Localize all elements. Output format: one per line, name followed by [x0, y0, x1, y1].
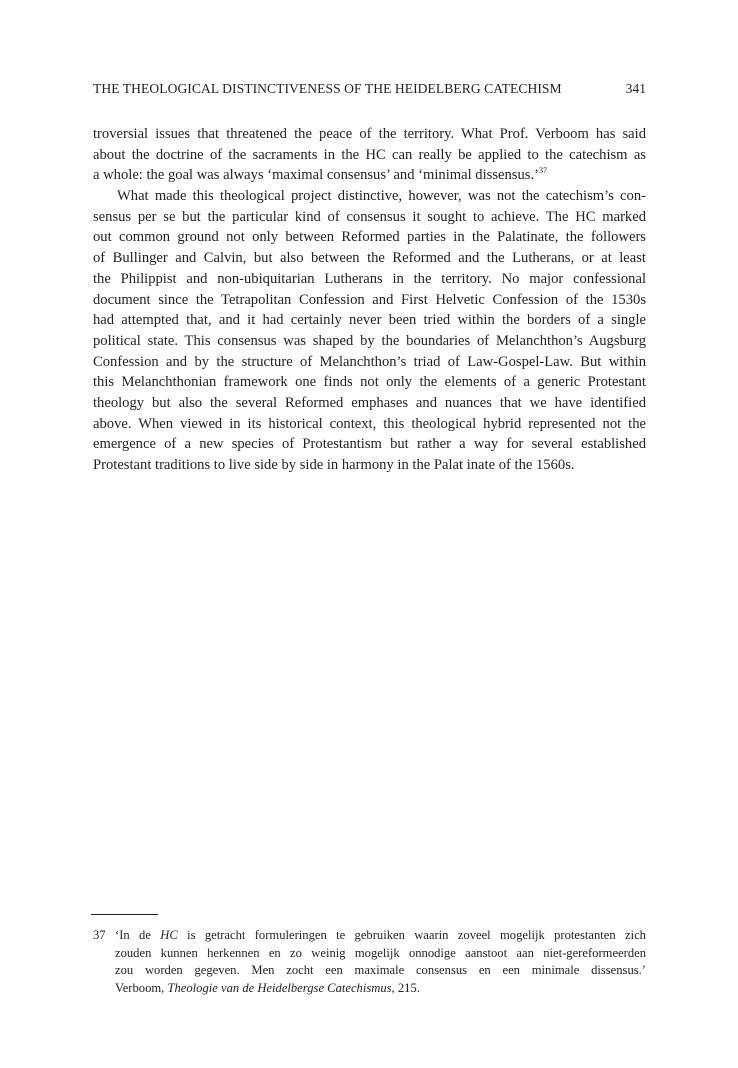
footnote-text-run: ‘In de: [115, 928, 161, 942]
text-line: Confession and by the structure of Melanchthon’s triad of Law-Gospel-Law. But within: [93, 353, 646, 370]
text-line: above. When viewed in its historical context, this theological hybrid represented not the: [93, 415, 646, 432]
body-text: [93, 124, 646, 476]
text-line: out common ground not only between Reformed parties in the Palatinate, the followers: [93, 229, 646, 246]
text-line: the Philippist and non-ubiquitarian Lutherans in the territory. No major confessional: [93, 270, 646, 287]
text-line: Protestant traditions to live side by side in harmony in the Palat inate of the 1560s.: [93, 457, 575, 473]
text-line: sensus per se but the particular kind of consensus it sought to achieve. The HC marked: [93, 208, 646, 225]
footnote-reference[interactable]: 37: [538, 166, 547, 176]
text-line: emergence of a new species of Protestantism but rather a way for several established: [93, 436, 646, 453]
text-line: troversial issues that threatened the peace of the territory. What Prof. Verboom has said: [93, 126, 646, 142]
footnote-text-run: 215.: [394, 981, 420, 996]
page-number: 341: [625, 81, 646, 96]
paragraph: [93, 186, 646, 476]
text-line: of Bullinger and Calvin, but also between the Reformed and the Lutherans, or at least: [93, 250, 646, 267]
footnote-number: 37: [93, 928, 106, 942]
text-line-content: a whole: the goal was always ‘maximal consensus’ and ‘minimal dissensus.’: [93, 167, 539, 184]
text-line: political state. This consensus was shaped by the boundaries of Melanchthon’s Augsburg: [93, 332, 646, 349]
text-line: about the doctrine of the sacraments in the HC can really be applied to the catechism as: [93, 146, 646, 163]
text-line: [93, 165, 646, 186]
text-line: this Melanchthonian framework one finds not only the elements of a generic Protestant: [93, 374, 646, 391]
footnote-separator: [91, 914, 158, 915]
running-header: [93, 80, 646, 98]
footnote-line: [115, 980, 646, 998]
footnote-line: [115, 927, 646, 945]
footnote: [93, 927, 646, 998]
text-line: document since the Tetrapolitan Confession and First Helvetic Confession of the 1530s: [93, 291, 646, 308]
text-line: theology but also the several Reformed emphases and nuances that we have identified: [93, 394, 646, 411]
paragraph: [93, 124, 646, 186]
footnote-line: zouden kunnen herkennen en zo weinig mogelijk onnodige aanstoot aan niet-gereformeerden: [115, 945, 646, 960]
footnote-line: zou worden gegeven. Men zocht een maximale consensus en een minimale dissensus.’: [115, 963, 646, 978]
footnote-italic: HC: [160, 928, 178, 942]
footnote-text: [115, 927, 646, 998]
running-head-title: THE THEOLOGICAL DISTINCTIVENESS OF THE HEIDELBERG CATECHISM: [93, 81, 562, 96]
footnote-italic: Theologie van de Heidelbergse Catechismus,: [167, 981, 395, 996]
footnote-text-run: Verboom,: [115, 981, 168, 996]
footnote-text-run: is getracht formuleringen te gebruiken waarin zoveel mogelijk protestanten zich: [177, 928, 646, 942]
text-line: had attempted that, and it had certainly never been tried within the borders of a single: [93, 312, 646, 329]
text-line: What made this theological project distinctive, however, was not the catechism’s con-: [117, 188, 646, 205]
